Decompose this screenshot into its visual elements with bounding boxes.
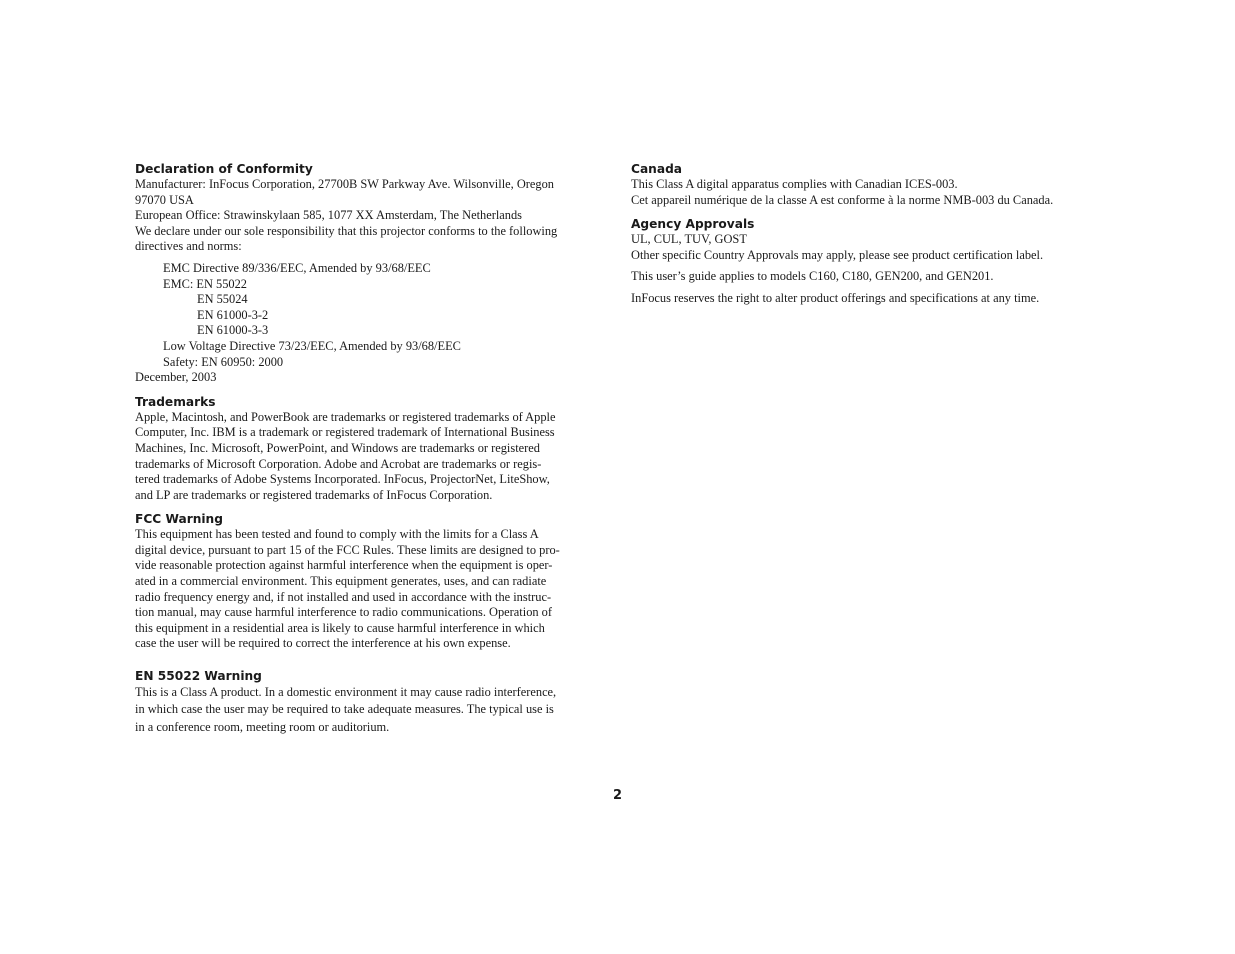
en55022-line: in a conference room, meeting room or auditorium. (135, 719, 390, 734)
declaration-statement (135, 224, 605, 255)
fcc-line: this equipment in a residential area is likely to cause harmful interference in which (135, 620, 545, 635)
trademarks-text (135, 410, 605, 504)
trademarks-line: and LP are trademarks or registered trademarks of InFocus Corporation. (135, 487, 493, 502)
fcc-line: radio frequency energy and, if not installed and used in accordance with the instruc- (135, 589, 552, 604)
directives-list (135, 261, 605, 370)
trademarks-section (135, 392, 605, 504)
right-column (631, 159, 1111, 307)
canada-line: This Class A digital apparatus complies with Canadian ICES-003. (631, 177, 958, 191)
directive-item: EMC: EN 55022 (163, 276, 247, 291)
canada-text (631, 177, 1111, 208)
directive-item: EN 61000-3-3 (197, 323, 269, 338)
en55022-text (135, 684, 605, 736)
trademarks-line: Apple, Macintosh, and PowerBook are trademarks or registered trademarks of Apple (135, 409, 556, 424)
manufacturer-line: 97070 USA (135, 192, 194, 207)
agency-text (631, 232, 1111, 263)
manufacturer-text (135, 177, 605, 208)
european-office-text: European Office: Strawinskylaan 585, 1077 XX Amsterdam, The Netherlands (135, 208, 523, 223)
directive-item: EN 61000-3-2 (197, 307, 269, 322)
fcc-line: case the user will be required to correct the interference at his own expense. (135, 636, 511, 651)
page-number: 2 (612, 788, 623, 803)
agency-line: UL, CUL, TUV, GOST (631, 232, 747, 247)
directive-item: Safety: EN 60950: 2000 (163, 354, 284, 369)
directive-item: EN 55024 (197, 292, 248, 307)
trademarks-line: Computer, Inc. IBM is a trademark or registered trademark of International Business (135, 425, 555, 440)
en55022-warning-section (135, 666, 605, 736)
fcc-line: This equipment has been tested and found to comply with the limits for a Class A (135, 527, 539, 542)
fcc-line: tion manual, may cause harmful interference to radio communications. Operation of (135, 605, 553, 620)
declaration-of-conformity-section (135, 159, 605, 386)
canada-line: Cet appareil numérique de la classe A est conforme à la norme NMB-003 du Canada. (631, 192, 1054, 207)
en55022-line: This is a Class A product. In a domestic environment it may cause radio interference, (135, 685, 557, 700)
declaration-line: We declare under our sole responsibility that this projector conforms to the following (135, 223, 558, 238)
agency-approvals-section (631, 214, 1111, 263)
manufacturer-line: Manufacturer: InFocus Corporation, 27700B SW Parkway Ave. Wilsonville, Oregon (135, 177, 554, 191)
fcc-line: digital device, pursuant to part 15 of the FCC Rules. These limits are designed to pro- (135, 542, 560, 557)
en55022-line: in which case the user may be required to take adequate measures. The typical use is (135, 702, 554, 717)
declaration-date: December, 2003 (135, 370, 217, 385)
fcc-line: vide reasonable protection against harmful interference when the equipment is oper- (135, 558, 553, 573)
fcc-heading: FCC Warning (135, 512, 223, 527)
declaration-heading: Declaration of Conformity (135, 162, 313, 176)
directive-item: EMC Directive 89/336/EEC, Amended by 93/68/EEC (163, 260, 431, 275)
declaration-line: directives and norms: (135, 239, 242, 254)
models-statement: This user’s guide applies to models C160, C180, GEN200, and GEN201. (631, 269, 994, 284)
fcc-text (135, 527, 605, 652)
trademarks-line: tered trademarks of Adobe Systems Incorporated. InFocus, ProjectorNet, LiteShow, (135, 472, 550, 487)
agency-heading: Agency Approvals (631, 217, 755, 232)
directive-item: Low Voltage Directive 73/23/EEC, Amended by 93/68/EEC (163, 338, 461, 353)
agency-line: Other specific Country Approvals may apply, please see product certification label. (631, 247, 1044, 262)
canada-heading: Canada (631, 162, 683, 176)
trademarks-line: trademarks of Microsoft Corporation. Adobe and Acrobat are trademarks or regis- (135, 456, 542, 471)
canada-section (631, 159, 1111, 208)
en55022-heading: EN 55022 Warning (135, 669, 262, 684)
left-column (135, 159, 605, 736)
reserves-statement: InFocus reserves the right to alter product offerings and specifications at any time. (631, 290, 1040, 305)
fcc-warning-section (135, 509, 605, 652)
fcc-line: ated in a commercial environment. This equipment generates, uses, and can radiate (135, 574, 547, 589)
trademarks-line: Machines, Inc. Microsoft, PowerPoint, and Windows are trademarks or registered (135, 440, 540, 455)
trademarks-heading: Trademarks (135, 394, 216, 409)
